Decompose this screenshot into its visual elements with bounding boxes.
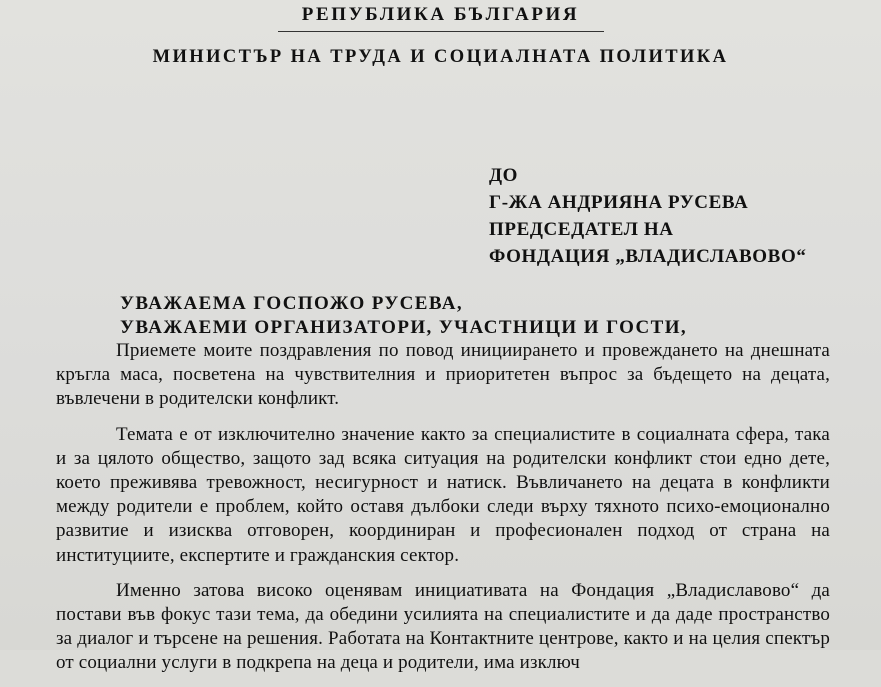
heading-divider — [278, 31, 604, 32]
addressee-name: Г-ЖА АНДРИЯНА РУСЕВА — [489, 192, 749, 213]
body-paragraph: Именно затова високо оценявам инициативата на Фондация „Владиславово“ да постави във фокус тази тема, да обедини усилията на специалистите и да даде пространство за диалог и търсене на решения. Работата на Контактните центрове, както и на целия спектър от социални услуги в подкрепа на деца и родители, има изключ — [56, 579, 830, 674]
salutation-block — [120, 292, 687, 340]
addressee-position: ПРЕДСЕДАТЕЛ НА — [489, 219, 674, 240]
addressee-organization: ФОНДАЦИЯ „ВЛАДИСЛАВОВО“ — [489, 246, 807, 267]
republic-heading: РЕПУБЛИКА БЪЛГАРИЯ — [301, 4, 580, 25]
ministry-heading: МИНИСТЪР НА ТРУДА И СОЦИАЛНАТА ПОЛИТИКА — [152, 47, 729, 67]
body-paragraph: Темата е от изключително значение както за специалистите в социалната сфера, така и за цялото общество, защото зад всяка ситуация на родителски конфликт стои едно дете, което преживява тревожност, несигурност и натиск. Въвличането на децата в конфликти между родители е проблем, който оставя дълбоки следи върху тяхното психо-емоционално развитие и изисква отговорен, координиран и професионален подход от страна на институциите, експертите и гражданския сектор. — [56, 423, 830, 566]
addressee-block — [489, 162, 806, 270]
salutation-line: УВАЖАЕМА ГОСПОЖО РУСЕВА, — [120, 293, 464, 314]
body-paragraph: Приемете моите поздравления по повод инициирането и провеждането на днешната кръгла маса, посветена на чувствителния и приоритетен въпрос за бъдещето на децата, въвлечени в родителски конфликт. — [56, 340, 830, 410]
addressee-to: ДО — [489, 165, 519, 186]
letter-body — [56, 339, 830, 687]
salutation-line: УВАЖАЕМИ ОРГАНИЗАТОРИ, УЧАСТНИЦИ И ГОСТИ, — [120, 317, 688, 338]
